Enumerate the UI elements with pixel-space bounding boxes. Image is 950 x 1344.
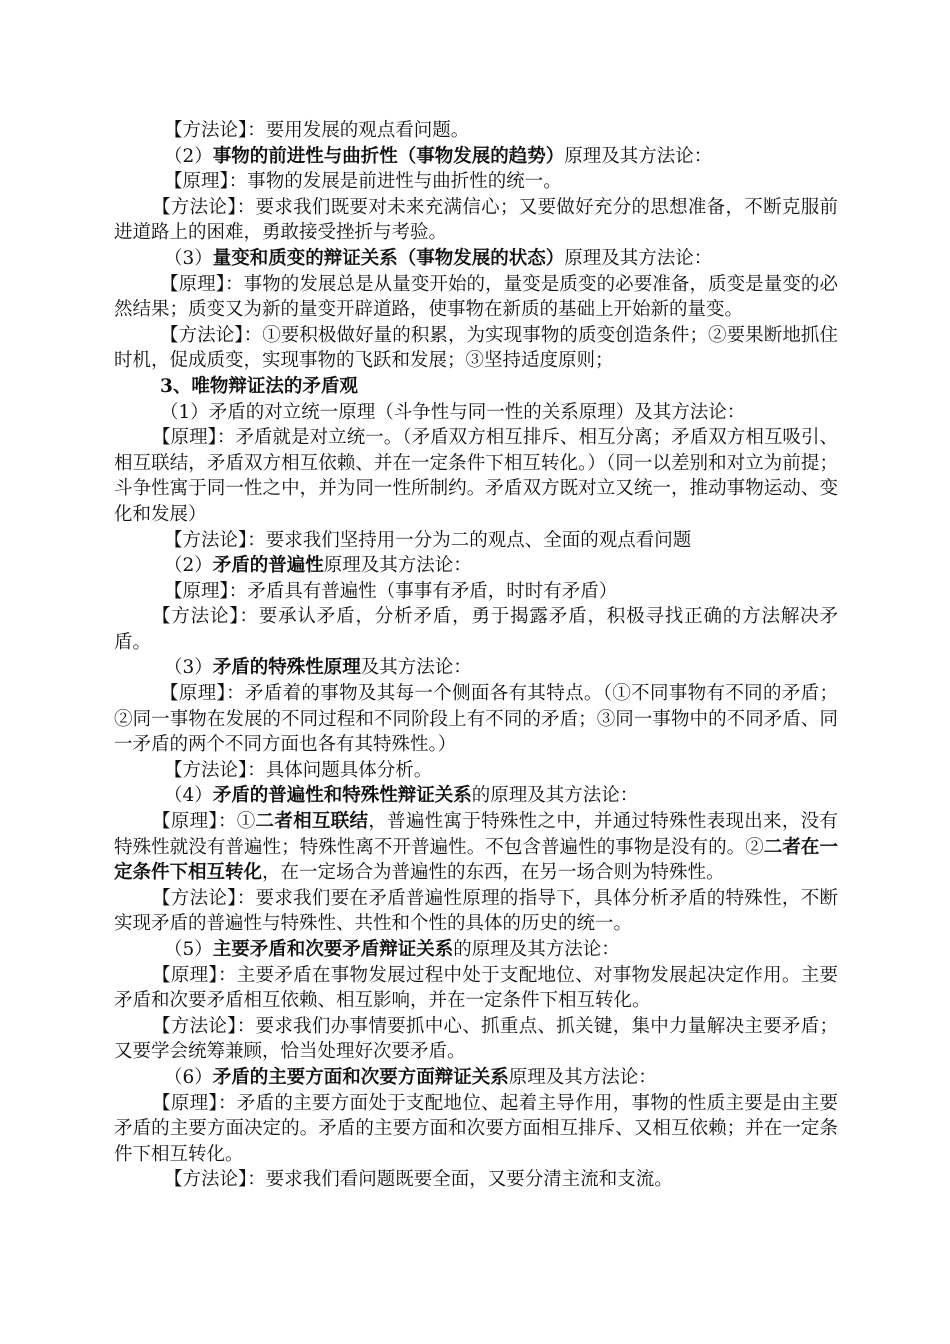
text-run: 【方法论】：要求我们办事情要抓中心、抓重点、抓关键，集中力量解决主要矛盾；又要学会统筹兼顾，恰当处理好次要矛盾。 xyxy=(114,1015,838,1063)
text-run: 【方法论】：①要积极做好量的积累，为实现事物的质变创造条件；②要果断地抓住时机，促成质变，实现事物的飞跃和发展；③坚持适度原则； xyxy=(114,324,838,372)
bold-text-run: 二者在一定条件下相互转化 xyxy=(114,836,838,884)
bold-text-run: 事物的前进性与曲折性（事物发展的趋势） xyxy=(212,145,565,167)
text-run: 【原理】：① xyxy=(152,811,256,833)
text-run: 的原理及其方法论： xyxy=(471,785,639,807)
paragraph xyxy=(114,655,838,681)
text-run: （2） xyxy=(164,145,213,167)
text-run: ，普遍性寓于特殊性之中，并通过特殊性表现出来，没有特殊性就没有普遍性；特殊性离不开普遍性。不包含普遍性的事物是没有的。② xyxy=(114,811,838,858)
paragraph xyxy=(114,553,838,579)
bold-text-run: 矛盾的主要方面和次要方面辩证关系 xyxy=(212,1066,509,1088)
paragraph xyxy=(114,528,838,554)
paragraph xyxy=(114,963,838,1014)
text-run: 【方法论】：具体问题具体分析。 xyxy=(164,759,433,781)
paragraph xyxy=(114,1065,838,1091)
paragraph xyxy=(114,323,838,374)
text-run: 【原理】：事物的发展是前进性与曲折性的统一。 xyxy=(164,171,562,193)
paragraph xyxy=(114,246,838,272)
text-run: （4） xyxy=(164,785,213,807)
bold-text-run: 主要矛盾和次要矛盾辩证关系 xyxy=(212,939,454,960)
text-run: （2） xyxy=(164,555,213,577)
paragraph xyxy=(114,1014,838,1065)
text-run: 【方法论】：要承认矛盾，分析矛盾，勇于揭露矛盾，积极寻找正确的方法解决矛盾。 xyxy=(114,606,838,653)
paragraph xyxy=(114,1091,838,1168)
text-run: 【方法论】：要用发展的观点看问题。 xyxy=(164,120,470,141)
text-run: 【原理】：矛盾着的事物及其每一个侧面各有其特点。（①不同事物有不同的矛盾；②同一事物在发展的不同过程和不同阶段上有不同的矛盾；③同一事物中的不同矛盾、同一矛盾的两个不同方面也各有其特殊性。） xyxy=(114,683,838,756)
paragraph xyxy=(114,937,838,963)
paragraph xyxy=(114,272,838,323)
paragraph xyxy=(114,758,838,784)
text-run: 【方法论】：要求我们既要对未来充满信心；又要做好充分的思想准备，不断克服前进道路上的困难，勇敢接受挫折与考验。 xyxy=(114,196,838,244)
text-run: 及其方法论： xyxy=(360,657,472,679)
paragraph xyxy=(114,579,838,605)
text-run: 原理及其方法论： xyxy=(508,1066,657,1088)
text-run: 【原理】：主要矛盾在事物发展过程中处于支配地位、对事物发展起决定作用。主要矛盾和次要矛盾相互依赖、相互影响，并在一定条件下相互转化。 xyxy=(114,964,838,1012)
paragraph xyxy=(114,681,838,758)
paragraph xyxy=(114,169,838,195)
paragraph xyxy=(114,400,838,426)
paragraph xyxy=(114,374,838,400)
paragraph xyxy=(114,1167,838,1193)
text-run: ，在一定场合为普遍性的东西，在另一场合则为特殊性。 xyxy=(262,862,725,884)
paragraph xyxy=(114,118,838,144)
text-run: 原理及其方法论： xyxy=(564,247,713,269)
paragraph xyxy=(114,425,838,527)
text-run: 【方法论】：要求我们看问题既要全面，又要分清主流和支流。 xyxy=(164,1169,673,1191)
paragraph xyxy=(114,604,838,655)
bold-text-run: 量变和质变的辩证关系（事物发展的状态） xyxy=(212,247,565,269)
text-run: （1）矛盾的对立统一原理（斗争性与同一性的关系原理）及其方法论： xyxy=(160,401,746,423)
text-run: 【原理】：矛盾就是对立统一。（矛盾双方相互排斥、相互分离；矛盾双方相互吸引、相互联结，矛盾双方相互依赖、并在一定条件下相互转化。）（同一以差别和对立为前提；斗争性寓于同一性之中，并为同一性所制约。矛盾双方既对立又统一，推动事物运动、变化和发展） xyxy=(114,427,838,525)
text-run: 【原理】：矛盾具有普遍性（事事有矛盾，时时有矛盾） xyxy=(164,580,618,602)
text-run: 【原理】：矛盾的主要方面处于支配地位、起着主导作用，事物的性质主要是由主要矛盾的主要方面决定的。矛盾的主要方面和次要方面相互排斥、又相互依赖；并在一定条件下相互转化。 xyxy=(114,1092,838,1165)
paragraph xyxy=(114,195,838,246)
text-run: 原理及其方法论： xyxy=(564,145,713,167)
document-page xyxy=(114,118,838,1193)
text-run: 的原理及其方法论： xyxy=(453,939,620,960)
text-run: 【原理】：事物的发展总是从量变开始的，量变是质变的必要准备，质变是量变的必然结果；质变又为新的量变开辟道路，使事物在新质的基础上开始新的量变。 xyxy=(114,273,838,321)
bold-text-run: 矛盾的特殊性原理 xyxy=(212,657,361,679)
paragraph xyxy=(114,783,838,809)
text-run: （3） xyxy=(164,657,213,679)
text-run: 原理及其方法论： xyxy=(323,555,472,577)
bold-text-run: 3、唯物辩证法的矛盾观 xyxy=(160,375,358,397)
text-run: （6） xyxy=(164,1066,213,1088)
text-run: 【方法论】：要求我们坚持用一分为二的观点、全面的观点看问题 xyxy=(164,529,692,551)
paragraph xyxy=(114,886,838,937)
paragraph xyxy=(114,144,838,170)
text-run: （3） xyxy=(164,247,213,269)
bold-text-run: 矛盾的普遍性和特殊性辩证关系 xyxy=(212,785,472,807)
bold-text-run: 二者相互联结 xyxy=(255,811,369,833)
paragraph xyxy=(114,809,838,886)
bold-text-run: 矛盾的普遍性 xyxy=(212,555,324,577)
text-run: （5） xyxy=(164,939,213,960)
text-run: 【方法论】：要求我们要在矛盾普遍性原理的指导下，具体分析矛盾的特殊性，不断实现矛盾的普遍性与特殊性、共性和个性的具体的历史的统一。 xyxy=(114,887,838,935)
